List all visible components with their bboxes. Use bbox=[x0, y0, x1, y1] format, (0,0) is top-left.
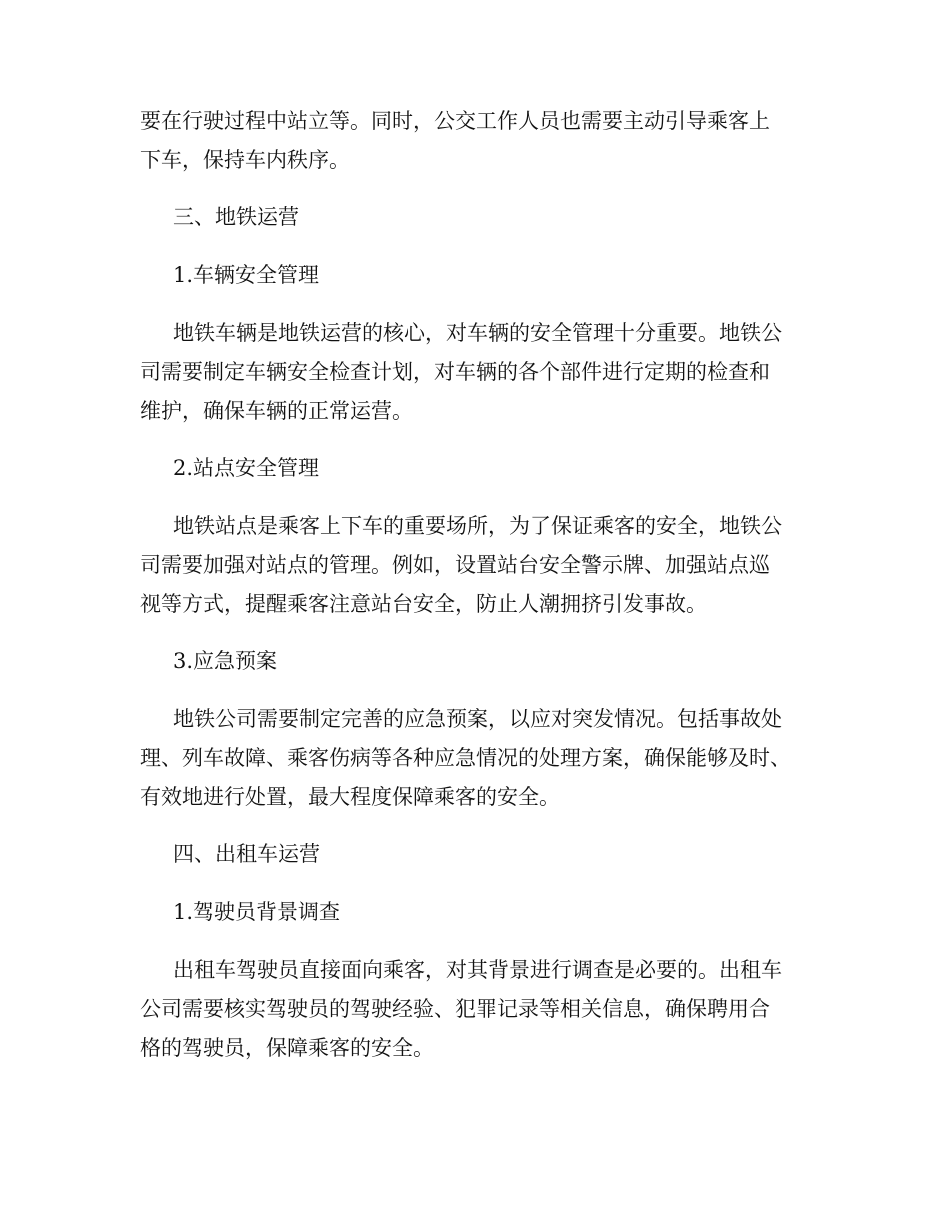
subheading-station-safety: 2.站点安全管理 bbox=[173, 456, 320, 480]
paragraph-line: 下车，保持车内秩序。 bbox=[140, 148, 350, 172]
paragraph-line: 有效地进行处置，最大程度保障乘客的安全。 bbox=[140, 785, 560, 809]
paragraph-line: 理、列车故障、乘客伤病等各种应急情况的处理方案，确保能够及时、 bbox=[140, 746, 791, 770]
paragraph-line: 地铁站点是乘客上下车的重要场所，为了保证乘客的安全，地铁公 bbox=[173, 514, 782, 538]
paragraph-line: 出租车驾驶员直接面向乘客，对其背景进行调查是必要的。出租车 bbox=[173, 958, 782, 982]
subheading-driver-background: 1.驾驶员背景调查 bbox=[173, 900, 341, 924]
paragraph-line: 视等方式，提醒乘客注意站台安全，防止人潮拥挤引发事故。 bbox=[140, 592, 707, 616]
paragraph-bus-continuation bbox=[140, 102, 830, 180]
paragraph-vehicle-safety bbox=[140, 314, 830, 431]
paragraph-driver-background bbox=[140, 951, 830, 1068]
paragraph-station-safety bbox=[140, 507, 830, 624]
paragraph-emergency-plan bbox=[140, 700, 830, 817]
paragraph-line: 格的驾驶员，保障乘客的安全。 bbox=[140, 1036, 434, 1060]
paragraph-line: 司需要制定车辆安全检查计划，对车辆的各个部件进行定期的检查和 bbox=[140, 360, 770, 384]
subheading-vehicle-safety: 1.车辆安全管理 bbox=[173, 263, 320, 287]
paragraph-line: 地铁车辆是地铁运营的核心，对车辆的安全管理十分重要。地铁公 bbox=[173, 321, 782, 345]
paragraph-line: 要在行驶过程中站立等。同时，公交工作人员也需要主动引导乘客上 bbox=[140, 109, 770, 133]
paragraph-line: 公司需要核实驾驶员的驾驶经验、犯罪记录等相关信息，确保聘用合 bbox=[140, 997, 770, 1021]
document-page bbox=[140, 102, 830, 1086]
paragraph-line: 地铁公司需要制定完善的应急预案，以应对突发情况。包括事故处 bbox=[173, 707, 782, 731]
subheading-emergency-plan: 3.应急预案 bbox=[173, 649, 278, 673]
section-heading-taxi: 四、出租车运营 bbox=[173, 842, 320, 866]
section-heading-subway: 三、地铁运营 bbox=[173, 205, 299, 229]
paragraph-line: 司需要加强对站点的管理。例如，设置站台安全警示牌、加强站点巡 bbox=[140, 553, 770, 577]
paragraph-line: 维护，确保车辆的正常运营。 bbox=[140, 399, 413, 423]
